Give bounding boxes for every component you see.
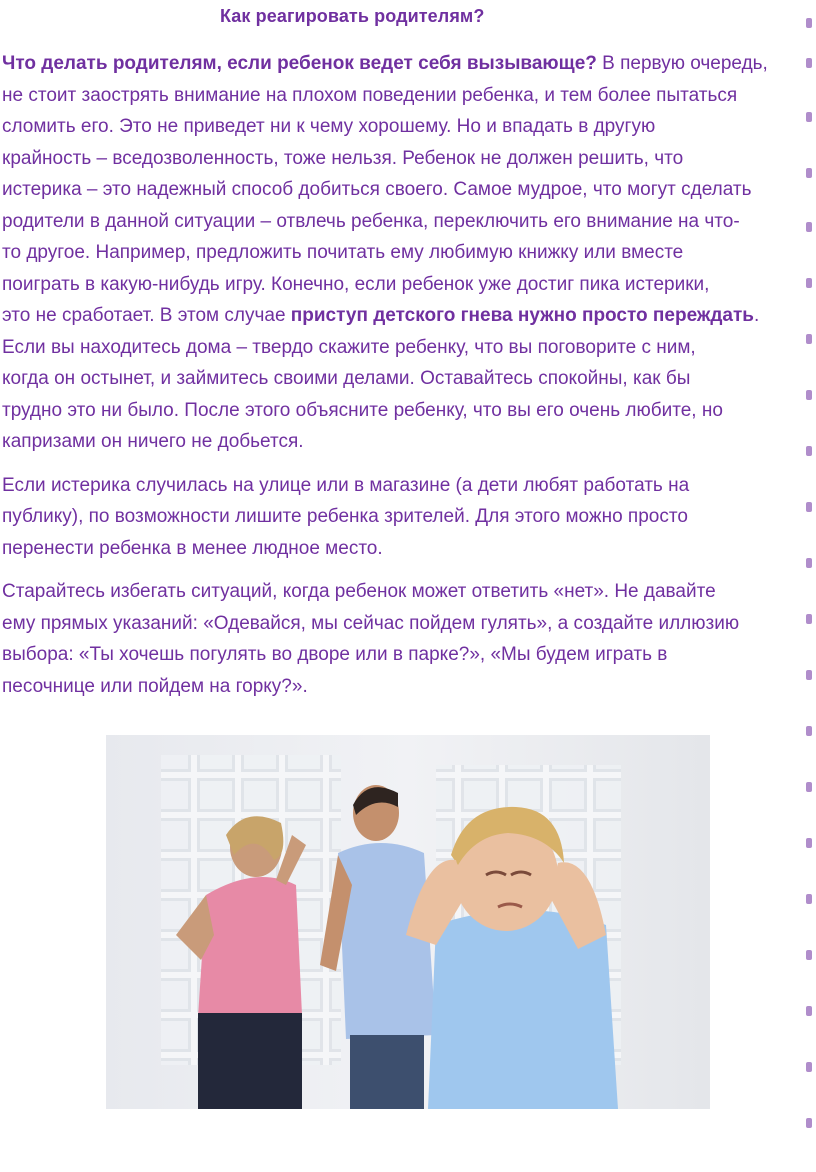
article-body [2,48,812,714]
lead-question: Что делать родителям, если ребенок ведет себя вызывающе? [2,53,597,74]
emphasis-phrase: приступ детского гнева нужно просто переждать [290,305,754,326]
page-title: Как реагировать родителям? [220,6,485,26]
paragraph-3: Старайтесь избегать ситуаций, когда ребенок может ответить «нет». Не давайте ему прямых указаний: «Одевайся, мы сейчас пойдем гулять», а создайте иллюзию выбора: «Ты хочешь погулять во дворе или в парке?», «Мы будем играть в песочнице или пойдем на горку?». [2,581,740,697]
paragraph-1 [2,48,812,458]
paragraph-1-text-b: . Если вы находитесь дома – твердо скажите ребенку, что вы поговорите с ним, когда он остынет, и займитесь своими делами. Оставайтесь спокойны, как бы трудно это ни было. После этого объясните ребенку, что вы его очень любите, но капризами он ничего не добьется. [2,305,760,452]
family-photo [106,735,710,1109]
paragraph-2: Если истерика случилась на улице или в магазине (а дети любят работать на публику), по возможности лишите ребенка зрителей. Для этого можно просто перенести ребенка в менее людное место. [2,474,690,559]
paragraph-1-text-a: В первую очередь, не стоит заострять внимание на плохом поведении ребенка, и тем более пытаться сломить его. Это не приведет ни к чему хорошему. Но и впадать в другую крайность – вседозволенность, тоже нельзя. Ребенок не должен решить, что истерика – это надежный способ добиться своего. Самое мудрое, что могут сделать родители в данной ситуации – отвлечь ребенка, переключить его внимание на что- то другое. Например, предложить почитать ему любимую книжку или вместе поиграть в какую-нибудь игру. Конечно, если ребенок уже достиг пика истерики, это не сработает. В этом случае [2,53,768,326]
page-edge-marks [806,0,816,1172]
